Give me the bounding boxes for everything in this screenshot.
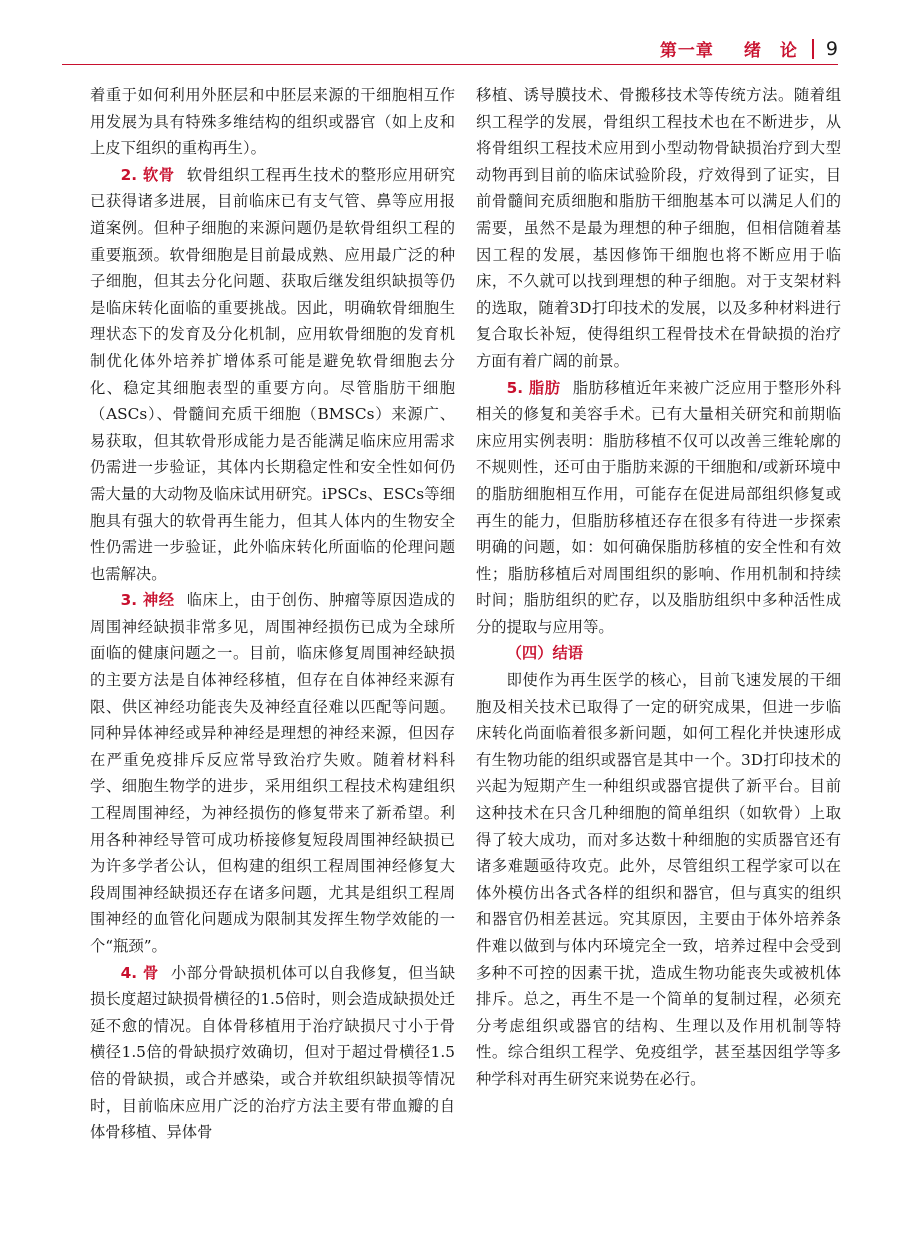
- fat-text: 脂肪移植近年来被广泛应用于整形外科相关的修复和美容手术。已有大量相关研究和前期临床应用实例表明：脂肪移植不仅可以改善三维轮廓的不规则性，还可由于脂肪来源的干细胞和/或新环境中的脂肪细胞相互作用，可能存在促进局部组织修复或再生的能力，但脂肪移植还存在很多有待进一步探索明确的问题，如：如何确保脂肪移植的安全性和有效性；脂肪移植后对周围组织的影响、作用机制和持续时间；脂肪组织的贮存，以及脂肪组织中多种活性成分的提取与应用等。: [476, 378, 841, 636]
- bone-paragraph: [90, 960, 455, 1146]
- nerve-text: 临床上，由于创伤、肿瘤等原因造成的周围神经缺损非常多见，周围神经损伤已成为全球所面临的健康问题之一。目前，临床修复周围神经缺损的主要方法是自体神经移植，但存在自体神经来源有限、供区神经功能丧失及神经直径难以匹配等问题。同种异体神经或异种神经是理想的神经来源，但因存在严重免疫排斥反应常导致治疗失败。随着材料科学、细胞生物学的进步，采用组织工程技术构建组织工程周围神经，为神经损伤的修复带来了新希望。利用各种神经导管可成功桥接修复短段周围神经缺损已为许多学者公认，但构建的组织工程周围神经修复大段周围神经缺损还存在诸多问题，尤其是组织工程周围神经的血管化问题成为限制其发挥生物学效能的一个“瓶颈”。: [90, 591, 455, 955]
- page-number: 9: [825, 37, 838, 60]
- conclusion-paragraph: 即使作为再生医学的核心，目前飞速发展的干细胞及相关技术已取得了一定的研究成果，但进一步临床转化尚面临着很多新问题，如何工程化并快速形成有生物功能的组织或器官是其中一个。3D打印技术的兴起为短期产生一种组织或器官提供了新平台。目前这种技术在只含几种细胞的简单组织（如软骨）上取得了较大成功，而对多达数十种细胞的实质器官还有诸多难题亟待攻克。此外，尽管组织工程学家可以在体外模仿出各式各样的组织和器官，但与真实的组织和器官仍相差甚远。究其原因，主要由于体外培养条件难以做到与体内环境完全一致，培养过程中会受到多种不可控的因素干扰，造成生物功能丧失或被机体排斥。总之，再生不是一个简单的复制过程，必须充分考虑组织或器官的结构、生理以及作用机制等特性。综合组织工程学、免疫组学，甚至基因组学等多种学科对再生研究来说势在必行。: [476, 671, 841, 1088]
- intro-continuation-paragraph: 着重于如何利用外胚层和中胚层来源的干细胞相互作用发展为具有特殊多维结构的组织或器官（如上皮和上皮下组织的重构再生）。: [90, 86, 455, 158]
- right-column: [476, 82, 841, 1093]
- fat-heading: 5. 脂肪: [506, 378, 561, 397]
- chapter-label: 第一章: [659, 41, 714, 61]
- cartilage-paragraph: [90, 162, 455, 588]
- fat-paragraph: [476, 375, 841, 641]
- bone-continuation-paragraph: 移植、诱导膜技术、骨搬移技术等传统方法。随着组织工程学的发展，骨组织工程技术也在不断进步，从将骨组织工程技术应用到小型动物骨缺损治疗到大型动物再到目前的临床试验阶段，疗效得到了证实，目前骨髓间充质细胞和脂肪干细胞基本可以满足人们的需要，虽然不是最为理想的种子细胞，但相信随着基因工程的发展，基因修饰干细胞也将不断应用于临床，不久就可以找到理想的种子细胞。对于支架材料的选取，随着3D打印技术的发展，以及多种材料进行复合取长补短，使得组织工程骨技术在骨缺损的治疗方面有着广阔的前景。: [476, 86, 841, 370]
- header-separator: [812, 39, 814, 59]
- nerve-heading: 3. 神经: [120, 591, 175, 610]
- header-rule: [62, 64, 838, 65]
- chapter-heading: [660, 36, 798, 61]
- bone-heading: 4. 骨: [120, 963, 159, 982]
- chapter-title: 绪 论: [743, 41, 798, 61]
- cartilage-text: 软骨组织工程再生技术的整形应用研究已获得诸多进展，目前临床已有支气管、鼻等应用报道案例。但种子细胞的来源问题仍是软骨组织工程的重要瓶颈。软骨细胞是目前最成熟、应用最广泛的种子细胞，但其去分化问题、获取后继发组织缺损等仍是临床转化面临的重要挑战。因此，明确软骨细胞生理状态下的发育及分化机制，应用软骨细胞的发育机制优化体外培养扩增体系可能是避免软骨细胞去分化、稳定其细胞表型的重要方向。尽管脂肪干细胞（ASCs）、骨髓间充质干细胞（BMSCs）来源广、易获取，但其软骨形成能力是否能满足临床应用需求仍需进一步验证，其体内长期稳定性和安全性如何仍需大量的大动物及临床试用研究。iPSCs、ESCs等细胞具有强大的软骨再生能力，但其人体内的生物安全性仍需进一步验证，此外临床转化所面临的伦理问题也需解决。: [90, 165, 455, 583]
- bone-text: 小部分骨缺损机体可以自我修复，但当缺损长度超过缺损骨横径的1.5倍时，则会造成缺损处迁延不愈的情况。自体骨移植用于治疗缺损尺寸小于骨横径1.5倍的骨缺损疗效确切，但对于超过骨横径1.5倍的骨缺损，或合并感染，或合并软组织缺损等情况时，目前临床应用广泛的治疗方法主要有带血瓣的自体骨移植、异体骨: [90, 963, 455, 1142]
- running-header: [660, 36, 838, 61]
- nerve-paragraph: [90, 587, 455, 959]
- conclusion-heading-line: [476, 640, 841, 667]
- conclusion-heading: （四）结语: [506, 644, 584, 663]
- left-column: [90, 82, 455, 1146]
- cartilage-heading: 2. 软骨: [120, 165, 175, 184]
